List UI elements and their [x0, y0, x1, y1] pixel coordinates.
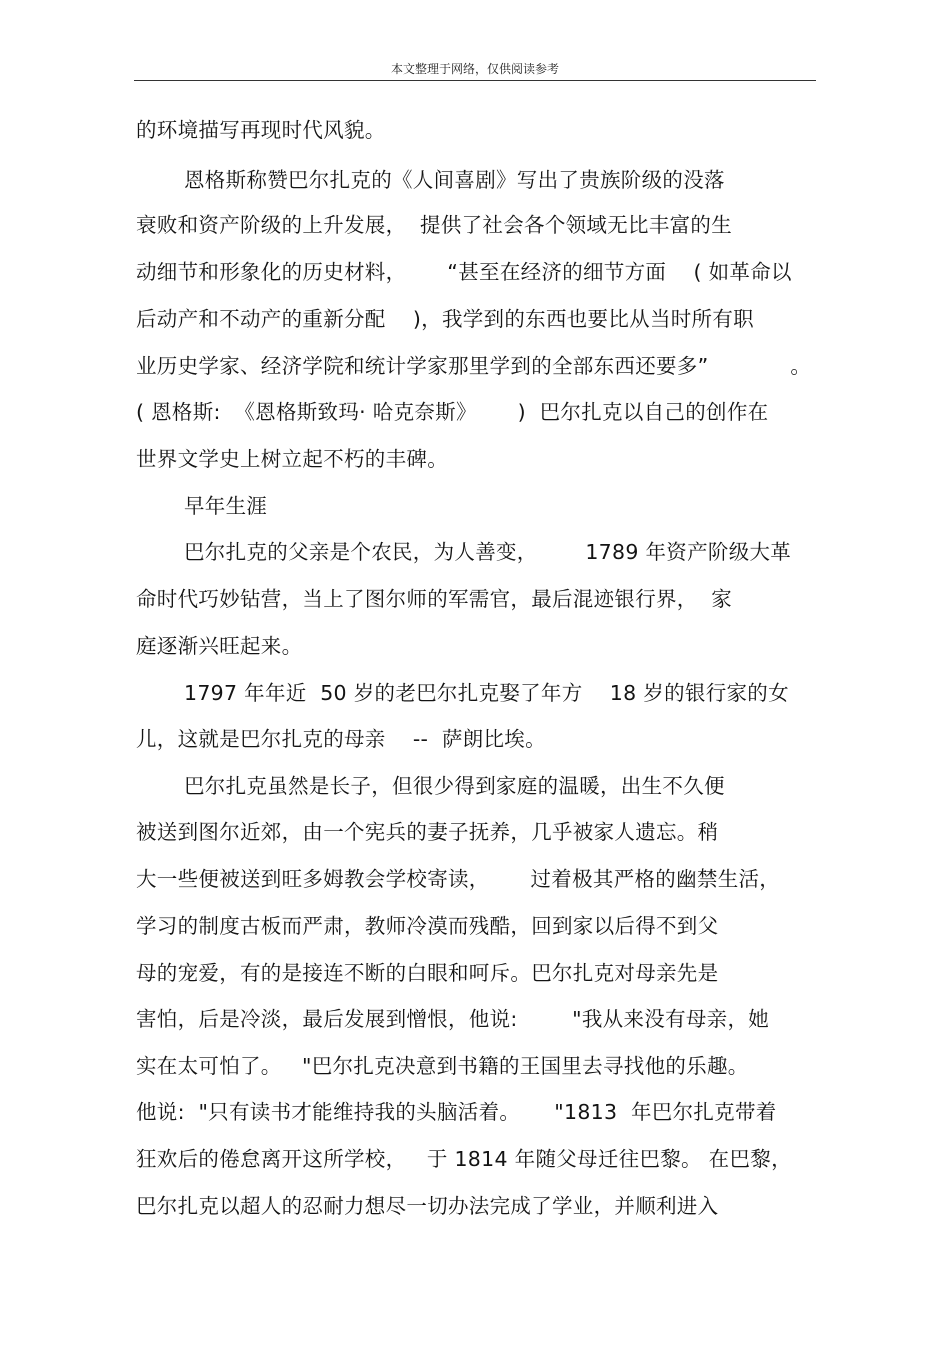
text-line: 他说: "只有读书才能维持我的头脑活着。 "1813 年巴尔扎克带着: [136, 1100, 777, 1124]
text-line: 被送到图尔近郊，由一个宪兵的妻子抚养，几乎被家人遗忘。稍: [136, 820, 719, 844]
text-line: 巴尔扎克虽然是长子，但很少得到家庭的温暖，出生不久便: [184, 774, 725, 798]
text-line: 世界文学史上树立起不朽的丰碑。: [136, 447, 448, 471]
text-line: 大一些便被送到旺多姆教会学校寄读， 过着极其严格的幽禁生活，: [136, 867, 781, 891]
text-line: 业历史学家、经济学院和统计学家那里学到的全部东西还要多” 。: [136, 354, 812, 378]
text-line: 学习的制度古板而严肃，教师冷漠而残酷，回到家以后得不到父: [136, 914, 719, 938]
text-line: 母的宠爱，有的是接连不断的白眼和呵斥。巴尔扎克对母亲先是: [136, 961, 719, 985]
page-header: 本文整理于网络，仅供阅读参考: [390, 62, 559, 76]
text-line: 儿，这就是巴尔扎克的母亲 -- 萨朗比埃。: [136, 727, 546, 751]
text-line: 巴尔扎克的父亲是个农民，为人善变， 1789 年资产阶级大革: [184, 540, 792, 564]
text-line: 衰败和资产阶级的上升发展， 提供了社会各个领域无比丰富的生: [136, 213, 733, 237]
text-line: 命时代巧妙钻营，当上了图尔师的军需官，最后混迹银行界， 家: [136, 587, 733, 611]
text-line: 狂欢后的倦怠离开这所学校， 于 1814 年随父母迁往巴黎。 在巴黎，: [136, 1147, 792, 1171]
header-divider: [134, 80, 816, 81]
text-line: 巴尔扎克以超人的忍耐力想尽一切办法完成了学业，并顺利进入: [136, 1194, 719, 1218]
text-line: 的环境描写再现时代风貌。: [136, 118, 386, 142]
text-line: 动细节和形象化的历史材料， “甚至在经济的细节方面 ( 如革命以: [136, 260, 792, 284]
text-line: 恩格斯称赞巴尔扎克的《人间喜剧》写出了贵族阶级的没落: [184, 168, 725, 192]
text-line: ( 恩格斯: 《恩格斯致玛· 哈克奈斯》 ) 巴尔扎克以自己的创作在: [136, 400, 769, 424]
section-heading: 早年生涯: [184, 494, 268, 518]
text-line: 害怕，后是冷淡，最后发展到憎恨，他说: "我从来没有母亲，她: [136, 1007, 770, 1031]
text-line: 庭逐渐兴旺起来。: [136, 634, 303, 658]
text-line: 实在太可怕了。 "巴尔扎克决意到书籍的王国里去寻找他的乐趣。: [136, 1054, 749, 1078]
text-line: 后动产和不动产的重新分配 )，我学到的东西也要比从当时所有职: [136, 307, 754, 331]
text-line: 1797 年年近 50 岁的老巴尔扎克娶了年方 18 岁的银行家的女: [184, 681, 789, 705]
